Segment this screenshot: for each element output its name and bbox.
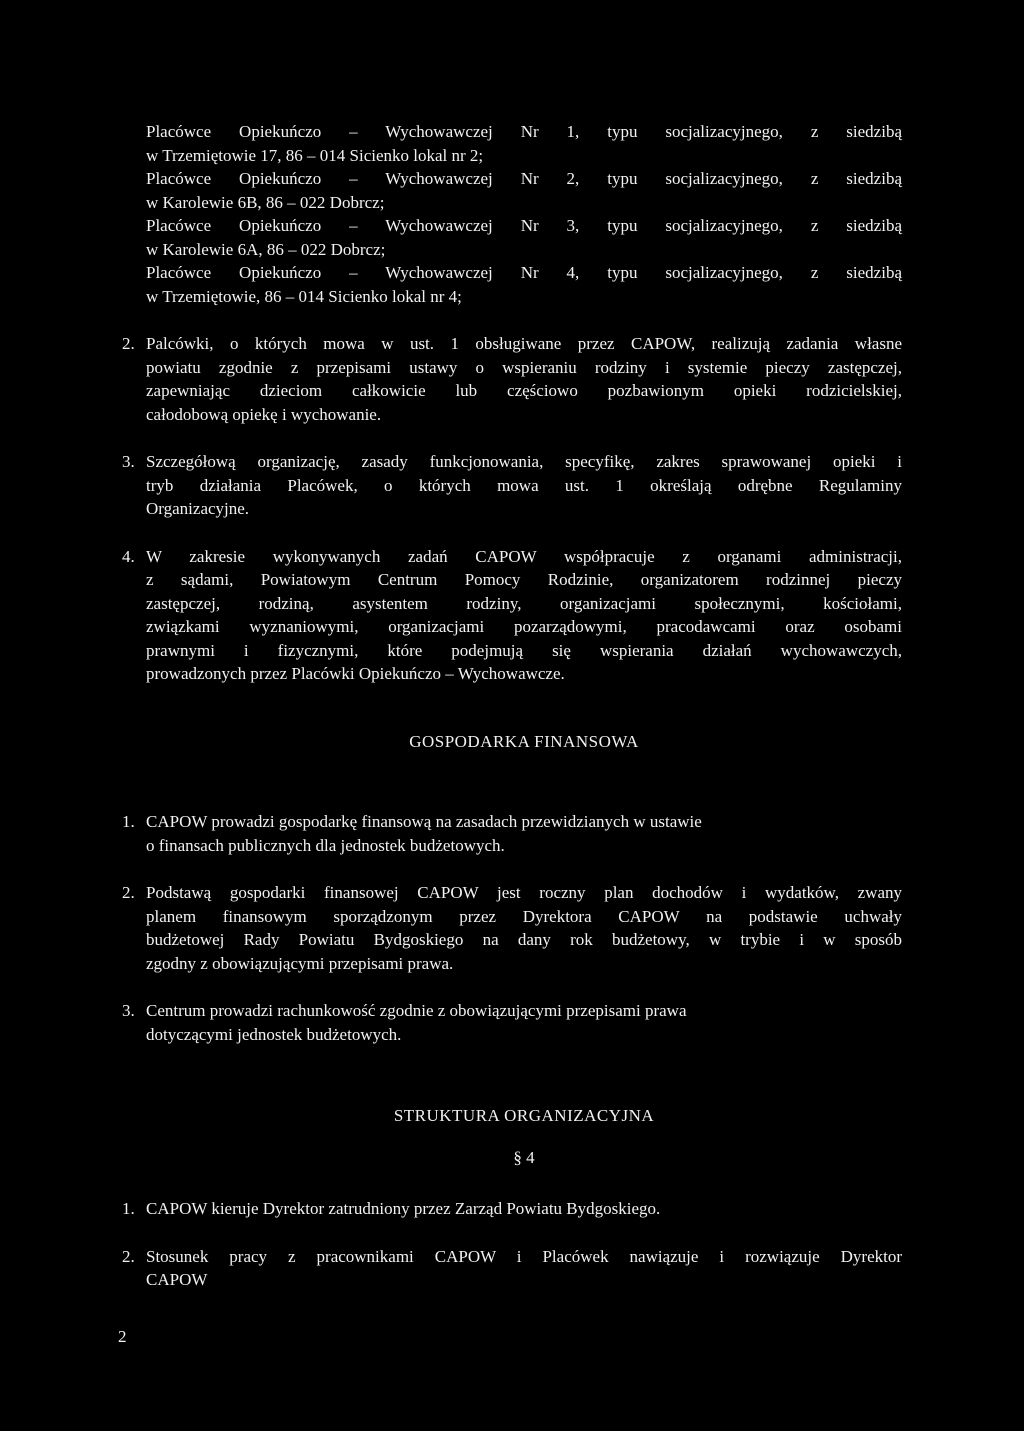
text-line: tryb działania Placówek, o których mowa ust. 1 określają odrębne Regulaminy — [146, 475, 902, 495]
text-line: Placówce Opiekuńczo – Wychowawczej Nr 2, typu socjalizacyjnego, z siedzibą — [146, 169, 902, 188]
text-line: planem finansowym sporządzonym przez Dyrektora CAPOW na podstawie uchwały — [146, 906, 902, 926]
text-line: w Trzemiętowie 17, 86 – 014 Sicienko lokal nr 2; — [146, 145, 484, 165]
text-line: Podstawą gospodarki finansowej CAPOW jest roczny plan dochodów i wydatków, zwany — [146, 883, 902, 902]
text-line: Szczegółową organizację, zasady funkcjonowania, specyfikę, zakres sprawowanej opieki i — [146, 452, 902, 471]
text-line: Placówce Opiekuńczo – Wychowawczej Nr 4, typu socjalizacyjnego, z siedzibą — [146, 263, 902, 282]
point-number: 1. — [122, 812, 135, 831]
text-line: Placówce Opiekuńczo – Wychowawczej Nr 3, typu socjalizacyjnego, z siedzibą — [146, 216, 902, 235]
point-number: 4. — [122, 546, 135, 566]
placowki-list — [146, 120, 902, 308]
numbered-point — [122, 1245, 902, 1292]
section-heading-struktura: STRUKTURA ORGANIZACYJNA — [393, 1106, 655, 1125]
text-line: związkami wyznaniowymi, organizacjami pozarządowymi, pracodawcami oraz osobami — [146, 617, 902, 636]
placowka-entry — [146, 167, 902, 214]
page-content — [122, 120, 902, 1292]
text-line: Centrum prowadzi rachunkowość zgodnie z obowiązującymi przepisami prawa — [146, 1001, 687, 1020]
text-line: z sądami, Powiatowym Centrum Pomocy Rodzinie, organizatorem rodzinnej pieczy — [146, 570, 902, 589]
text-line: W zakresie wykonywanych zadań CAPOW współpracuje z organami administracji, — [146, 546, 902, 566]
point-number: 2. — [122, 1246, 135, 1266]
text-line: CAPOW kieruje Dyrektor zatrudniony przez Zarząd Powiatu Bydgoskiego. — [146, 1199, 661, 1218]
text-line: o finansach publicznych dla jednostek budżetowych. — [146, 835, 505, 855]
point-number: 3. — [122, 1001, 135, 1020]
numbered-point — [122, 1197, 902, 1221]
text-line: zapewniając dzieciom całkowicie lub częściowo pozbawionym opieki rodzicielskiej, — [146, 381, 902, 400]
paragraph-sign: § 4 — [513, 1147, 535, 1167]
numbered-point — [122, 810, 902, 857]
placowka-entry — [146, 261, 902, 308]
text-line: dotyczącymi jednostek budżetowych. — [146, 1024, 402, 1044]
text-line: Palcówki, o których mowa w ust. 1 obsługiwane przez CAPOW, realizują zadania własne — [146, 334, 902, 353]
numbered-point — [122, 332, 902, 426]
point-number: 3. — [122, 452, 135, 471]
point-number: 2. — [122, 883, 135, 902]
page-number: 2 — [118, 1327, 127, 1346]
text-line: CAPOW prowadzi gospodarkę finansową na zasadach przewidzianych w ustawie — [146, 812, 702, 831]
text-line: Stosunek pracy z pracownikami CAPOW i Placówek nawiązuje i rozwiązuje Dyrektor — [146, 1246, 902, 1266]
text-line: zgodny z obowiązującymi przepisami prawa. — [146, 953, 454, 973]
text-line: zastępczej, rodziną, asystentem rodziny, organizacjami społecznymi, kościołami, — [146, 593, 902, 613]
text-line: Organizacyjne. — [146, 499, 250, 518]
text-line: w Karolewie 6B, 86 – 022 Dobrcz; — [146, 192, 385, 212]
text-line: CAPOW — [146, 1270, 208, 1289]
placowka-entry — [146, 120, 902, 167]
text-line: prawnymi i fizycznymi, które podejmują się wspierania działań wychowawczych, — [146, 640, 902, 660]
section-heading-finanse: GOSPODARKA FINANSOWA — [409, 731, 639, 751]
numbered-point — [122, 545, 902, 686]
text-line: Placówce Opiekuńczo – Wychowawczej Nr 1, typu socjalizacyjnego, z siedzibą — [146, 122, 902, 141]
numbered-point — [122, 450, 902, 521]
text-line: powiatu zgodnie z przepisami ustawy o wspieraniu rodziny i systemie pieczy zastępczej, — [146, 357, 902, 377]
text-line: budżetowej Rady Powiatu Bydgoskiego na dany rok budżetowy, w trybie i w sposób — [146, 930, 902, 949]
text-line: w Trzemiętowie, 86 – 014 Sicienko lokal nr 4; — [146, 286, 462, 306]
numbered-point — [122, 999, 902, 1046]
text-line: całodobową opiekę i wychowanie. — [146, 404, 382, 424]
text-line: w Karolewie 6A, 86 – 022 Dobrcz; — [146, 239, 386, 259]
point-number: 1. — [122, 1199, 135, 1218]
numbered-point — [122, 881, 902, 975]
text-line: prowadzonych przez Placówki Opiekuńczo – Wychowawcze. — [146, 664, 565, 683]
placowka-entry — [146, 214, 902, 261]
point-number: 2. — [122, 334, 135, 353]
